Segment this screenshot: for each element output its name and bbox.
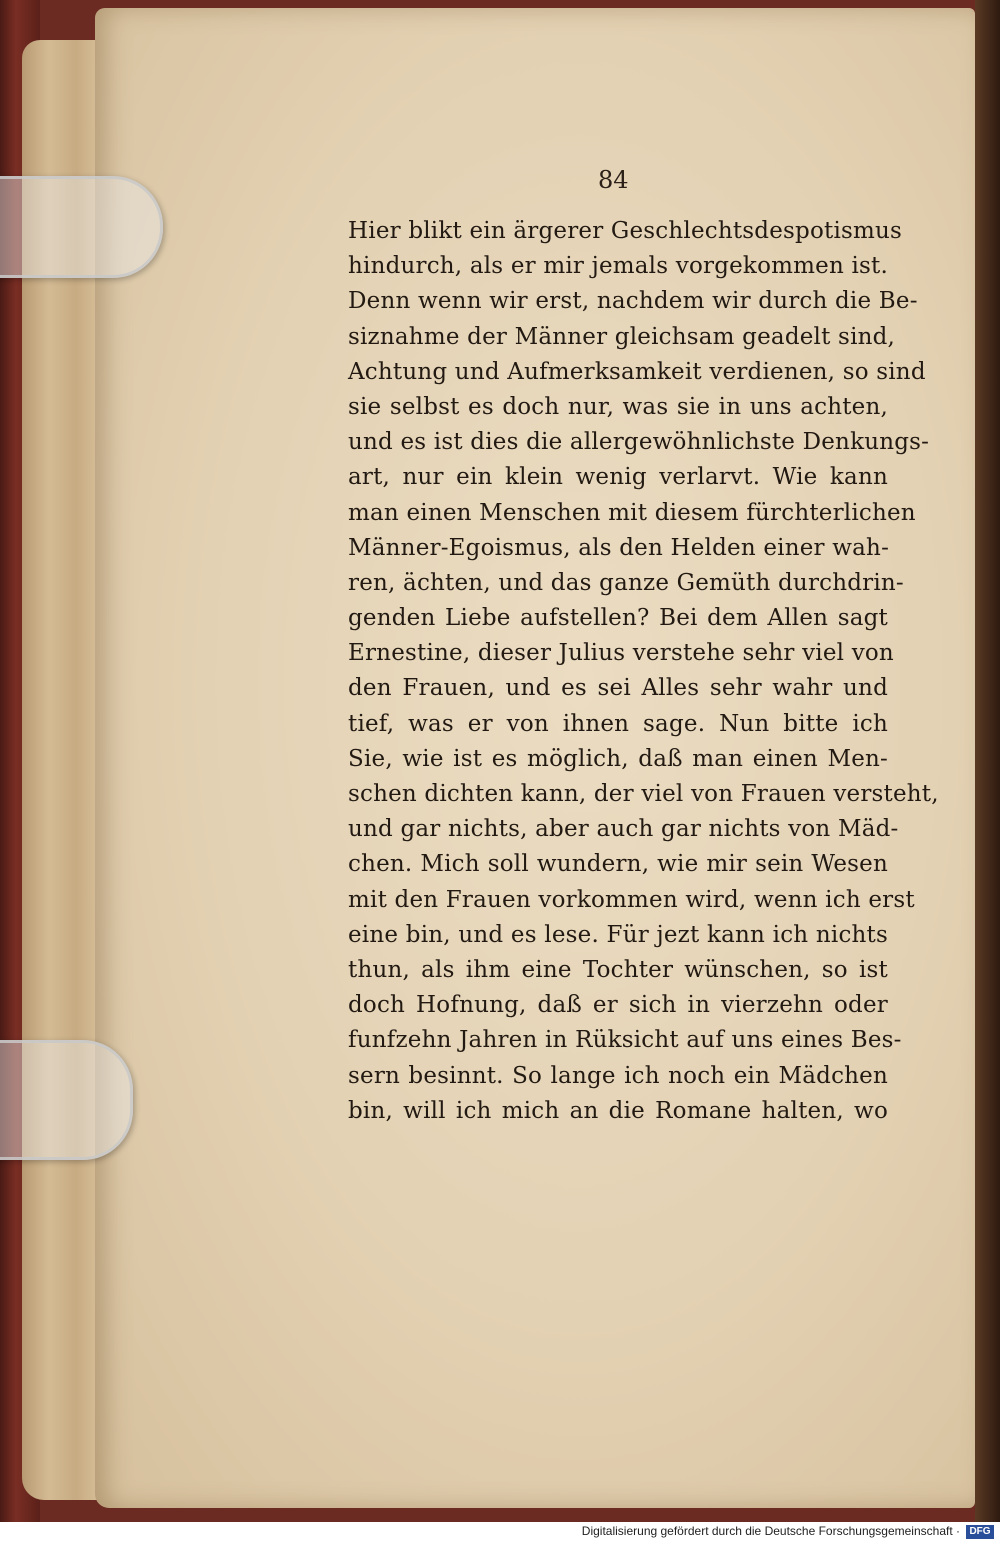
text-line: Denn wenn wir erst, nachdem wir durch die Be- — [348, 288, 918, 315]
text-line: bin, will ich mich an die Romane halten, wo — [348, 1097, 888, 1124]
text-line: sie selbst es doch nur, was sie in uns achten, — [348, 393, 888, 420]
footer-bar — [0, 1522, 1000, 1542]
text-line: mit den Frauen vorkommen wird, wenn ich erst — [348, 886, 915, 913]
text-line: funfzehn Jahren in Rüksicht auf uns eines Bes- — [348, 1027, 902, 1054]
text-line: thun, als ihm eine Tochter wünschen, so ist — [348, 956, 888, 983]
text-line: sern besinnt. So lange ich noch ein Mädchen — [348, 1062, 888, 1089]
dfg-logo: DFG — [966, 1525, 994, 1539]
text-line: den Frauen, und es sei Alles sehr wahr und — [348, 675, 888, 702]
text-line: tief, was er von ihnen sage. Nun bitte ich — [348, 710, 888, 737]
funding-credit: Digitalisierung gefördert durch die Deutsche Forschungsgemeinschaft · — [581, 1524, 960, 1538]
text-line: eine bin, und es lese. Für jezt kann ich nichts — [348, 921, 888, 948]
text-line: doch Hofnung, daß er sich in vierzehn oder — [348, 992, 888, 1019]
text-line: ren, ächten, und das ganze Gemüth durchdrin- — [348, 569, 904, 596]
page-clamp-bottom — [0, 1040, 133, 1160]
body-text — [348, 214, 939, 1129]
text-line: hindurch, als er mir jemals vorgekommen ist. — [348, 253, 888, 280]
page-number: 84 — [598, 166, 629, 194]
text-line: und es ist dies die allergewöhnlichste Denkungs- — [348, 429, 930, 456]
text-line: schen dichten kann, der viel von Frauen versteht, — [348, 781, 939, 807]
text-line: genden Liebe aufstellen? Bei dem Allen sagt — [348, 605, 888, 632]
text-line: Männer-Egoismus, als den Helden einer wah- — [348, 534, 890, 561]
right-margin-shadow — [975, 0, 1000, 1522]
text-line: art, nur ein klein wenig verlarvt. Wie kann — [348, 464, 888, 491]
text-line: Achtung und Aufmerksamkeit verdienen, so sind — [348, 358, 926, 385]
page-clamp-top — [0, 176, 163, 278]
text-line: man einen Menschen mit diesem fürchterlichen — [348, 499, 916, 526]
text-line: chen. Mich soll wundern, wie mir sein Wesen — [348, 851, 888, 878]
text-line: Hier blikt ein ärgerer Geschlechtsdespotismus — [348, 218, 903, 244]
text-line: siznahme der Männer gleichsam geadelt sind, — [348, 323, 896, 350]
text-line: Ernestine, dieser Julius verstehe sehr viel von — [348, 640, 894, 667]
text-line: Sie, wie ist es möglich, daß man einen Men- — [348, 745, 888, 772]
text-line: und gar nichts, aber auch gar nichts von Mäd- — [348, 816, 899, 843]
